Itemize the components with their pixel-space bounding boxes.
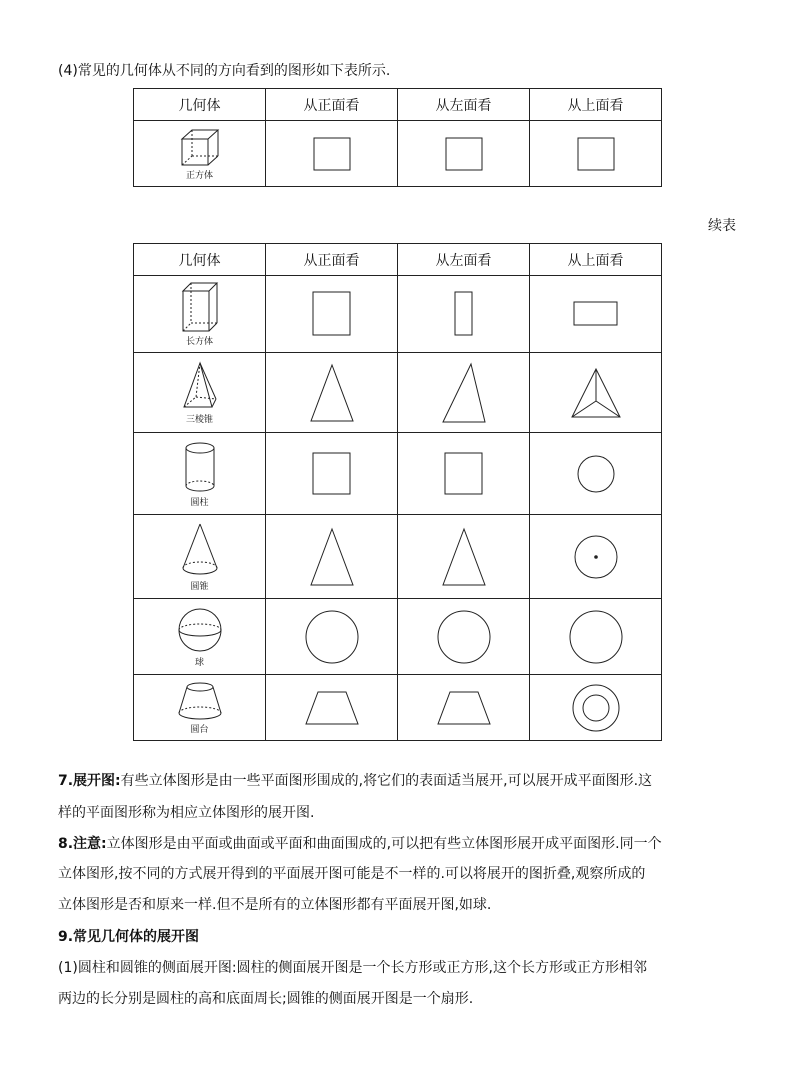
p8-text: 立体图形是由平面或曲面或平面和曲面围成的,可以把有些立体图形展开成平面图形.同一个 (106, 836, 662, 852)
cone-icon (180, 522, 220, 578)
header-left: 从左面看 (398, 89, 530, 121)
narrow-rectangle-view-icon (454, 291, 474, 337)
p8-line-2: 立体图形,按不同的方式展开得到的平面展开图可能是不一样的.可以将展开的图折叠,观察所成的 (58, 866, 646, 882)
square-view-icon (444, 136, 484, 172)
wide-rectangle-view-icon (573, 301, 619, 327)
table-row (134, 276, 662, 353)
header-top: 从上面看 (530, 89, 662, 121)
circle-center-view-icon (573, 534, 619, 580)
header-front: 从正面看 (266, 244, 398, 276)
p7-text: 有些立体图形是由一些平面图形围成的,将它们的表面适当展开,可以展开成平面图形.这 (120, 773, 653, 789)
circle-view-icon (436, 609, 492, 665)
solid-label: 圆锥 (190, 581, 209, 592)
solid-label: 圆台 (190, 724, 209, 735)
solid-label: 球 (194, 657, 204, 668)
triangle-view-icon (309, 363, 355, 423)
header-solid: 几何体 (134, 89, 266, 121)
header-solid: 几何体 (134, 244, 266, 276)
square-view-icon (576, 136, 616, 172)
square-view-icon (444, 452, 484, 496)
p7-label: 7.展开图: (58, 773, 121, 789)
table-row (134, 353, 662, 433)
cube-icon (178, 127, 222, 167)
triangle-view-icon (441, 362, 487, 424)
triangle-view-icon (309, 527, 355, 587)
solid-label: 正方体 (185, 170, 213, 181)
p8-line-3: 立体图形是否和原来一样.但不是所有的立体图形都有平面展开图,如球. (58, 897, 492, 913)
p7-line-2: 样的平面图形称为相应立体图形的展开图. (58, 805, 315, 821)
solid-label: 圆柱 (190, 497, 209, 508)
pyramid-top-view-icon (570, 367, 622, 419)
circle-view-icon (568, 609, 624, 665)
sphere-icon (176, 606, 224, 654)
square-view-icon (312, 136, 352, 172)
trapezoid-view-icon (436, 690, 492, 726)
table-row (134, 121, 662, 187)
trapezoid-view-icon (304, 690, 360, 726)
solid-label: 长方体 (185, 337, 213, 347)
triangle-view-icon (441, 527, 487, 587)
frustum-icon (176, 681, 224, 721)
header-left: 从左面看 (398, 244, 530, 276)
circle-view-icon (304, 609, 360, 665)
views-table-2 (133, 243, 662, 741)
table-row (134, 515, 662, 599)
intro-text: (4)常见的几何体从不同的方向看到的图形如下表所示. (58, 63, 391, 79)
views-table-1 (133, 88, 662, 187)
cylinder-icon (182, 440, 218, 494)
solid-label: 三棱锥 (185, 414, 213, 425)
square-view-icon (312, 452, 352, 496)
p9-1-line-2: 两边的长分别是圆柱的高和底面周长;圆锥的侧面展开图是一个扇形. (58, 991, 474, 1007)
header-top: 从上面看 (530, 244, 662, 276)
cuboid-icon (179, 281, 221, 333)
p8-label: 8.注意: (58, 836, 107, 852)
table-row (134, 433, 662, 515)
header-front: 从正面看 (266, 89, 398, 121)
pyramid-icon (180, 361, 220, 411)
table-row (134, 599, 662, 675)
table-row (134, 675, 662, 741)
rectangle-view-icon (312, 291, 352, 337)
p8-line-1 (58, 833, 662, 853)
continued-label: 续表 (708, 218, 736, 234)
ring-view-icon (571, 683, 621, 733)
circle-view-icon (576, 454, 616, 494)
p9-1-line-1: (1)圆柱和圆锥的侧面展开图:圆柱的侧面展开图是一个长方形或正方形,这个长方形或正方形相邻 (58, 960, 647, 976)
p9-heading: 9.常见几何体的展开图 (58, 929, 200, 945)
p7-line-1 (58, 770, 652, 790)
